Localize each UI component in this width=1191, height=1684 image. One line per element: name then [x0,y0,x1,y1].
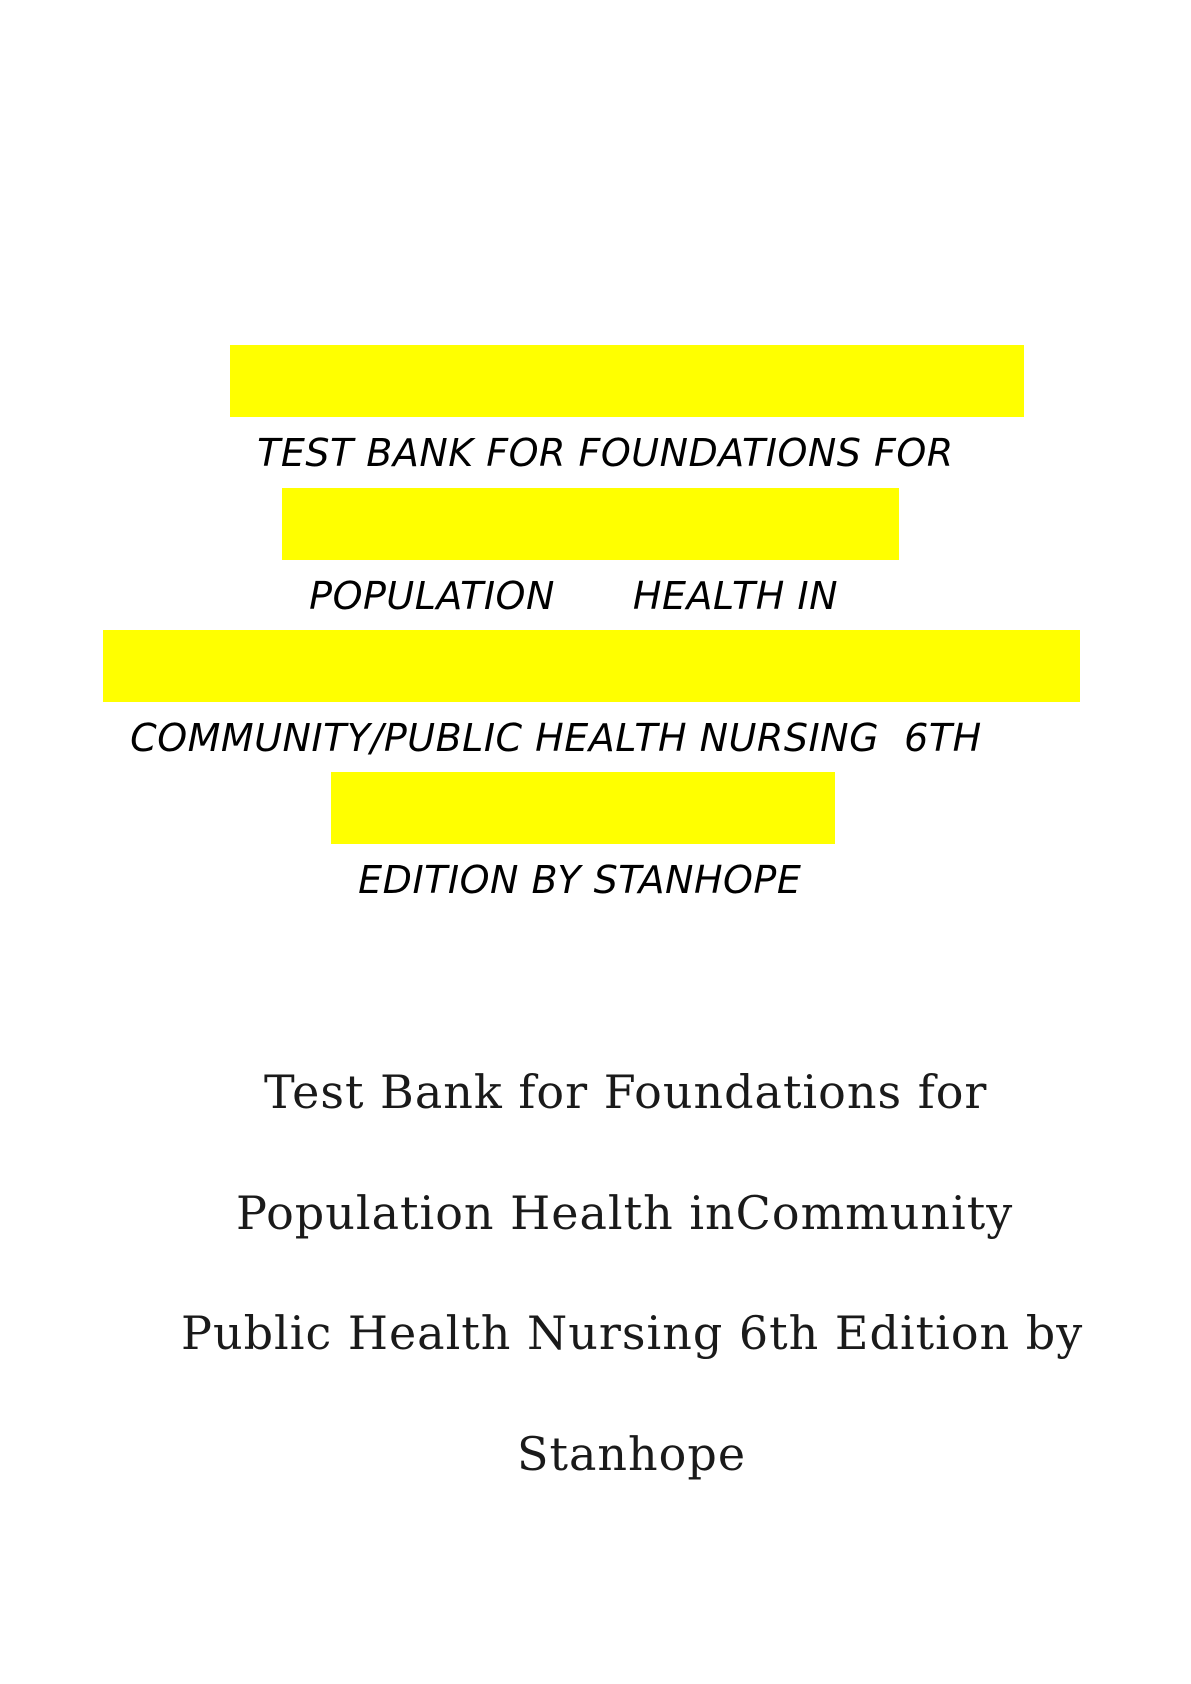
body-title-line-1: Test Bank for Foundations for [264,1065,988,1119]
body-title-line-3: Public Health Nursing 6th Edition by [181,1306,1084,1360]
highlighted-title-line-3 [103,630,1080,760]
highlighted-title-line-2 [282,488,899,618]
highlighted-title-line-2-text-a: POPULATION [309,574,555,618]
body-title-line-4: Stanhope [517,1427,747,1481]
highlighted-title-line-2-text-b: HEALTH IN [632,574,839,618]
body-title-line-2: Population Health inCommunity [236,1186,1014,1240]
highlighted-title-line-1 [230,345,1024,475]
highlighted-title-line-4 [331,772,835,902]
highlighted-title-line-3-text: COMMUNITY/PUBLIC HEALTH NURSING 6TH [130,716,982,760]
highlighted-title-line-1-text: TEST BANK FOR FOUNDATIONS FOR [257,431,954,475]
highlighted-title-line-4-text: EDITION BY STANHOPE [358,858,802,902]
